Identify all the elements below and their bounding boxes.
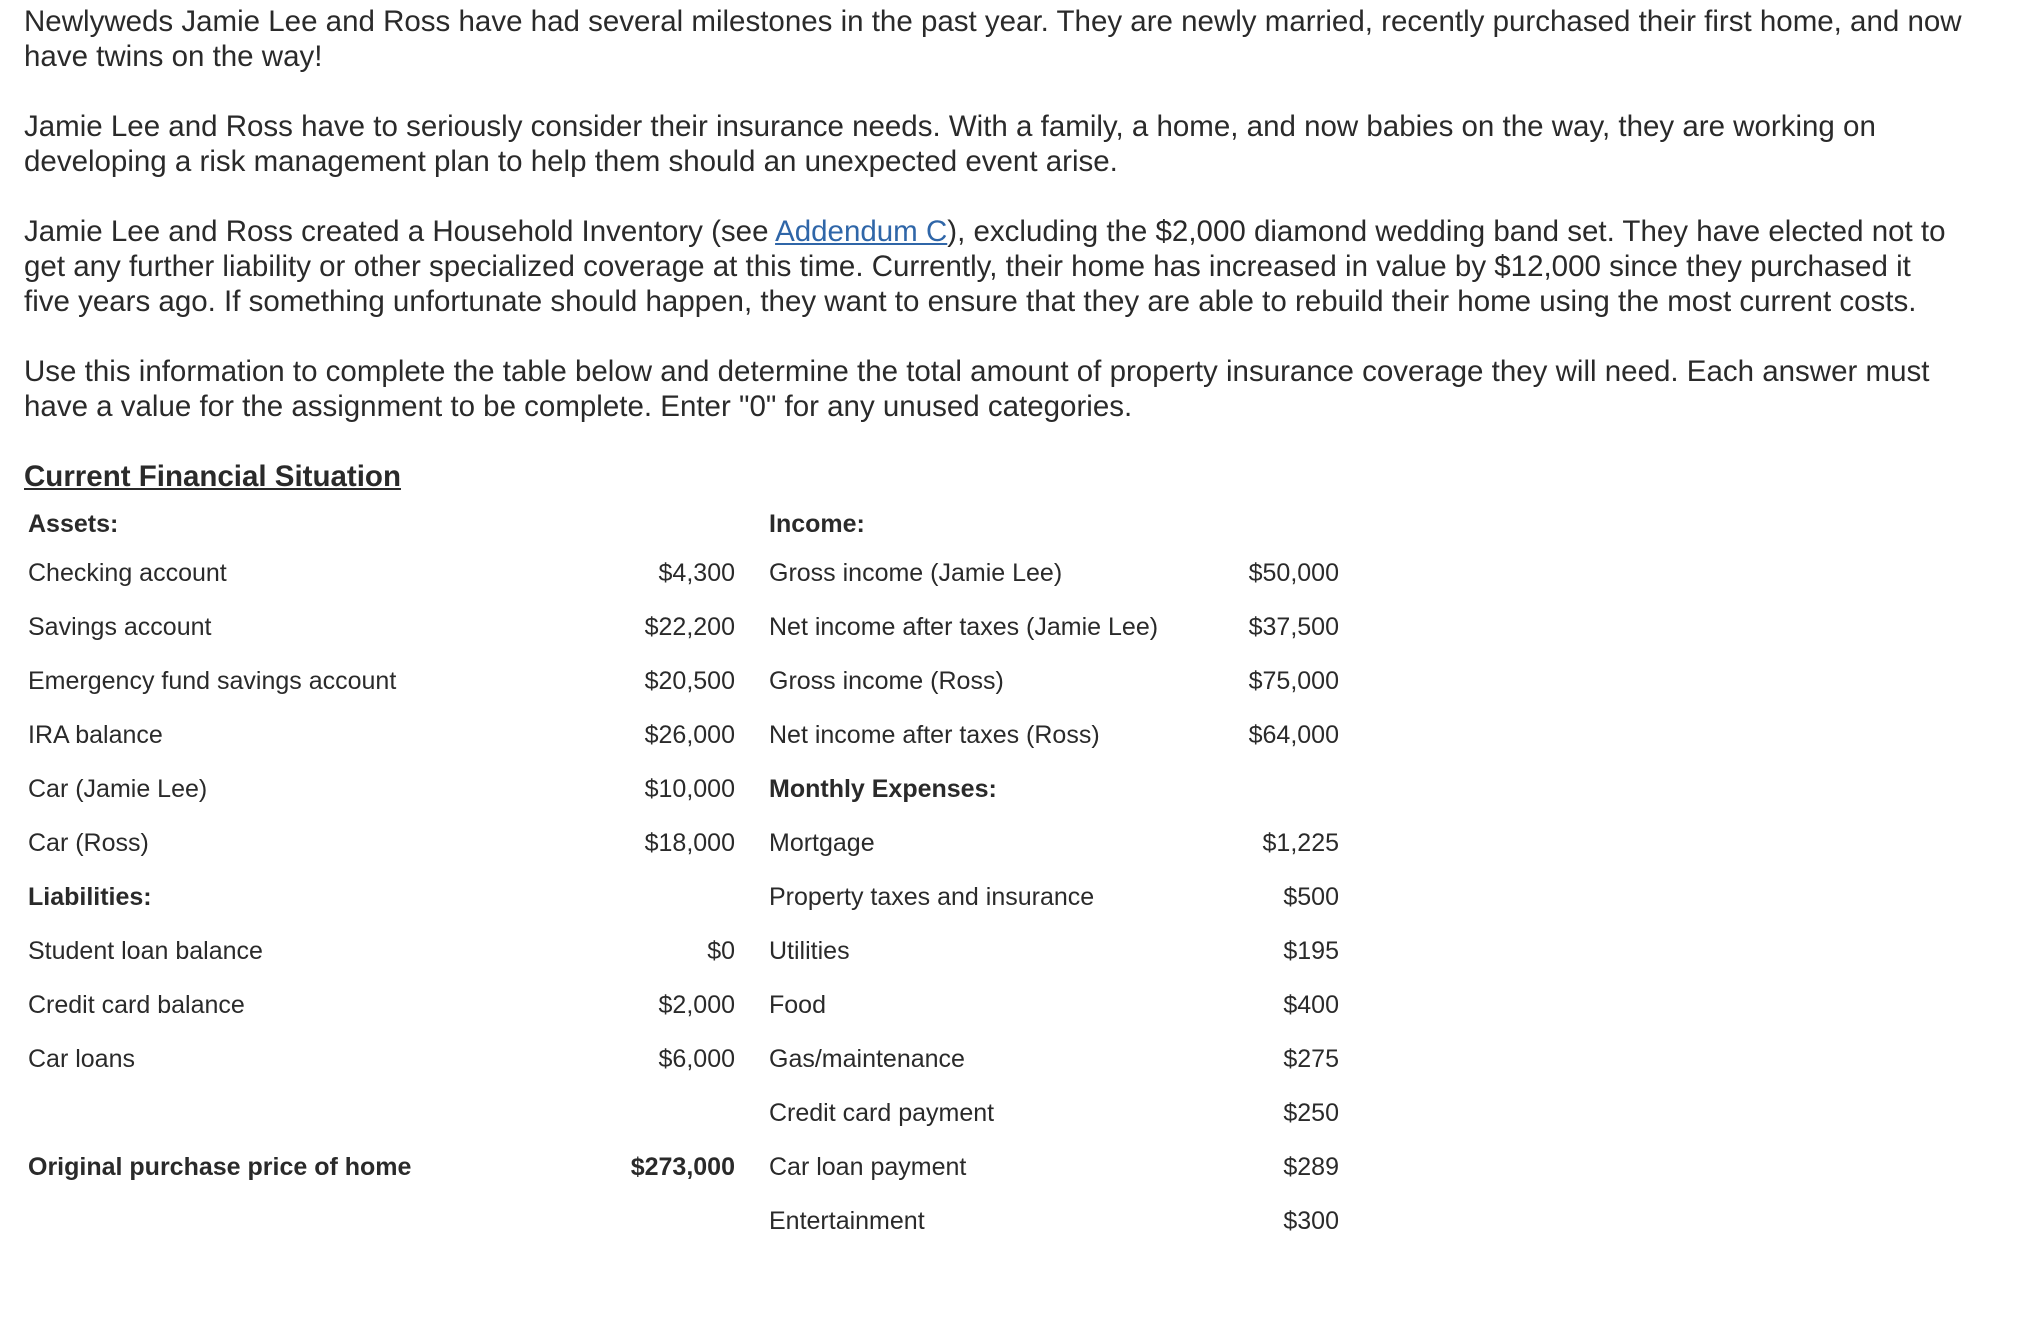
expense-label: Mortgage bbox=[769, 828, 875, 857]
liability-label: Car loans bbox=[28, 1044, 135, 1073]
expense-label: Car loan payment bbox=[769, 1152, 967, 1181]
income-label: Net income after taxes (Ross) bbox=[769, 720, 1100, 749]
table-row bbox=[28, 654, 1339, 708]
asset-value: $18,000 bbox=[644, 828, 735, 857]
expense-label: Credit card payment bbox=[769, 1098, 995, 1127]
liability-label: Credit card balance bbox=[28, 990, 245, 1019]
expense-label: Food bbox=[769, 990, 826, 1019]
table-row bbox=[28, 762, 1339, 816]
expense-value: $250 bbox=[1283, 1098, 1339, 1127]
expense-value: $500 bbox=[1283, 882, 1339, 911]
expense-label: Gas/maintenance bbox=[769, 1044, 965, 1073]
table-row bbox=[28, 924, 1339, 978]
insurance-needs-paragraph: Jamie Lee and Ross have to seriously consider their insurance needs. With a family, a home, and now babies on the way, they are working on developing a risk management plan to help them should an unexpected event arise. bbox=[24, 110, 1876, 178]
asset-label: Emergency fund savings account bbox=[28, 666, 397, 695]
expense-label: Property taxes and insurance bbox=[769, 882, 1095, 911]
asset-label: Savings account bbox=[28, 612, 212, 641]
liability-value: $0 bbox=[707, 936, 735, 965]
table-row bbox=[28, 978, 1339, 1032]
home-price-value: $273,000 bbox=[630, 1152, 735, 1181]
income-value: $37,500 bbox=[1248, 612, 1339, 641]
instructions-paragraph: Use this information to complete the table below and determine the total amount of property insurance coverage they will need. Each answer must have a value for the assignment to be complete. Enter "0" for any unused categories. bbox=[24, 355, 1930, 423]
asset-label: Checking account bbox=[28, 558, 227, 587]
income-value: $64,000 bbox=[1248, 720, 1339, 749]
asset-label: IRA balance bbox=[28, 720, 163, 749]
income-label: Gross income (Jamie Lee) bbox=[769, 558, 1063, 587]
inventory-text-end: ), excluding the $2,000 diamond wedding band set. They have elected not to get any further liability or other specialized coverage at this time. Currently, their home has increased in value by $12,000 since they purchased it five years ago. If something unfortunate should happen, they want to ensure that they are able to rebuild their home using the most current costs. bbox=[24, 215, 1946, 318]
empty-cell bbox=[588, 1194, 735, 1248]
table-row bbox=[28, 708, 1339, 762]
empty-cell bbox=[1209, 762, 1339, 816]
table-row bbox=[28, 1032, 1339, 1086]
table-row bbox=[28, 502, 1339, 546]
empty-cell bbox=[588, 502, 735, 546]
income-value: $75,000 bbox=[1248, 666, 1339, 695]
empty-cell bbox=[28, 1086, 588, 1140]
liabilities-heading: Liabilities: bbox=[28, 882, 152, 911]
liability-value: $2,000 bbox=[658, 990, 735, 1019]
expense-value: $275 bbox=[1283, 1044, 1339, 1073]
asset-value: $22,200 bbox=[644, 612, 735, 641]
household-inventory-paragraph bbox=[24, 214, 1964, 319]
monthly-expenses-heading: Monthly Expenses: bbox=[769, 774, 997, 803]
expense-value: $195 bbox=[1283, 936, 1339, 965]
table-row bbox=[28, 816, 1339, 870]
table-row bbox=[28, 1194, 1339, 1248]
asset-value: $26,000 bbox=[644, 720, 735, 749]
table-row bbox=[28, 870, 1339, 924]
empty-cell bbox=[588, 870, 735, 924]
table-row bbox=[28, 546, 1339, 600]
section-title: Current Financial Situation bbox=[24, 460, 401, 493]
intro-paragraph: Newlyweds Jamie Lee and Ross have had several milestones in the past year. They are newly married, recently purchased their first home, and now have twins on the way! bbox=[24, 5, 1962, 73]
assets-heading: Assets: bbox=[28, 509, 119, 538]
income-heading: Income: bbox=[769, 509, 865, 538]
expense-value: $289 bbox=[1283, 1152, 1339, 1181]
asset-value: $10,000 bbox=[644, 774, 735, 803]
expense-value: $400 bbox=[1283, 990, 1339, 1019]
liability-value: $6,000 bbox=[658, 1044, 735, 1073]
asset-label: Car (Ross) bbox=[28, 828, 149, 857]
inventory-text-start: Jamie Lee and Ross created a Household Inventory (see bbox=[24, 215, 776, 248]
empty-cell bbox=[28, 1194, 588, 1248]
empty-cell bbox=[588, 1086, 735, 1140]
financial-situation-table bbox=[28, 502, 1339, 1248]
expense-value: $300 bbox=[1283, 1206, 1339, 1235]
asset-label: Car (Jamie Lee) bbox=[28, 774, 208, 803]
table-row bbox=[28, 1086, 1339, 1140]
income-label: Gross income (Ross) bbox=[769, 666, 1004, 695]
income-label: Net income after taxes (Jamie Lee) bbox=[769, 612, 1159, 641]
expense-label: Entertainment bbox=[769, 1206, 925, 1235]
addendum-c-link[interactable]: Addendum C bbox=[775, 215, 948, 248]
table-row bbox=[28, 600, 1339, 654]
asset-value: $4,300 bbox=[658, 558, 735, 587]
home-price-label: Original purchase price of home bbox=[28, 1152, 412, 1181]
asset-value: $20,500 bbox=[644, 666, 735, 695]
income-value: $50,000 bbox=[1248, 558, 1339, 587]
empty-cell bbox=[1209, 502, 1339, 546]
expense-value: $1,225 bbox=[1262, 828, 1339, 857]
liability-label: Student loan balance bbox=[28, 936, 263, 965]
table-row bbox=[28, 1140, 1339, 1194]
expense-label: Utilities bbox=[769, 936, 850, 965]
